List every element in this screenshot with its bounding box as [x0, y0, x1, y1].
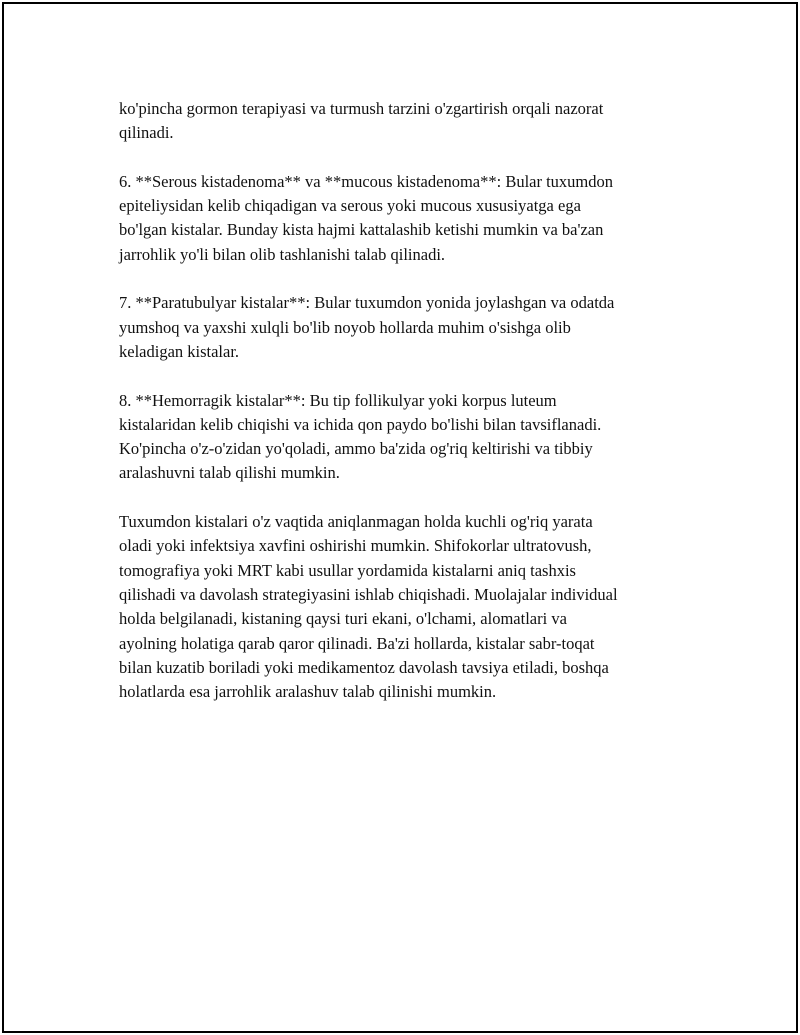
paragraph-item-7: 7. **Paratubulyar kistalar**: Bular tuxumdon yonida joylashgan va odatda yumshoq va yaxshi xulqli bo'lib noyob hollarda muhim o'sishga olib keladigan kistalar.: [119, 293, 615, 361]
paragraph-item-8: 8. **Hemorragik kistalar**: Bu tip follikulyar yoki korpus luteum kistalaridan kelib chiqishi va ichida qon paydo bo'lishi bilan tavsiflanadi. Ko'pincha o'z-o'zidan yo'qoladi, ammo ba'zida og'riq keltirishi va tibbiy aralashuvni talab qilishi mumkin.: [119, 390, 602, 483]
document-body: [119, 97, 684, 729]
paragraph-conclusion: Tuxumdon kistalari o'z vaqtida aniqlanmagan holda kuchli og'riq yarata oladi yoki infektsiya xavfini oshirishi mumkin. Shifokorlar ultratovush, tomografiya yoki MRT kabi usullar yordamida kistalarni aniq tashxis qilishadi va davolash strategiyasini ishlab chiqishadi. Muolajalar individual holda belgilanadi, kistaning qaysi turi ekani, o'lchami, alomatlari va ayolning holatiga qarab qaror qilinadi. Ba'zi hollarda, kistalar sabr-toqat bilan kuzatib boriladi yoki medikamentoz davolash tavsiya etiladi, boshqa holatlarda esa jarrohlik aralashuv talab qilinishi mumkin.: [119, 512, 618, 702]
paragraph-item-6: 6. **Serous kistadenoma** va **mucous kistadenoma**: Bular tuxumdon epiteliysidan kelib chiqadigan va serous yoki mucous xususiyatga ega bo'lgan kistalar. Bunday kista hajmi kattalashib ketishi mumkin va ba'zan jarrohlik yo'li bilan olib tashlanishi talab qilinadi.: [119, 171, 614, 264]
paragraph-continuation: ko'pincha gormon terapiyasi va turmush tarzini o'zgartirish orqali nazorat qilinadi.: [119, 99, 604, 143]
document-page: [2, 2, 798, 1033]
